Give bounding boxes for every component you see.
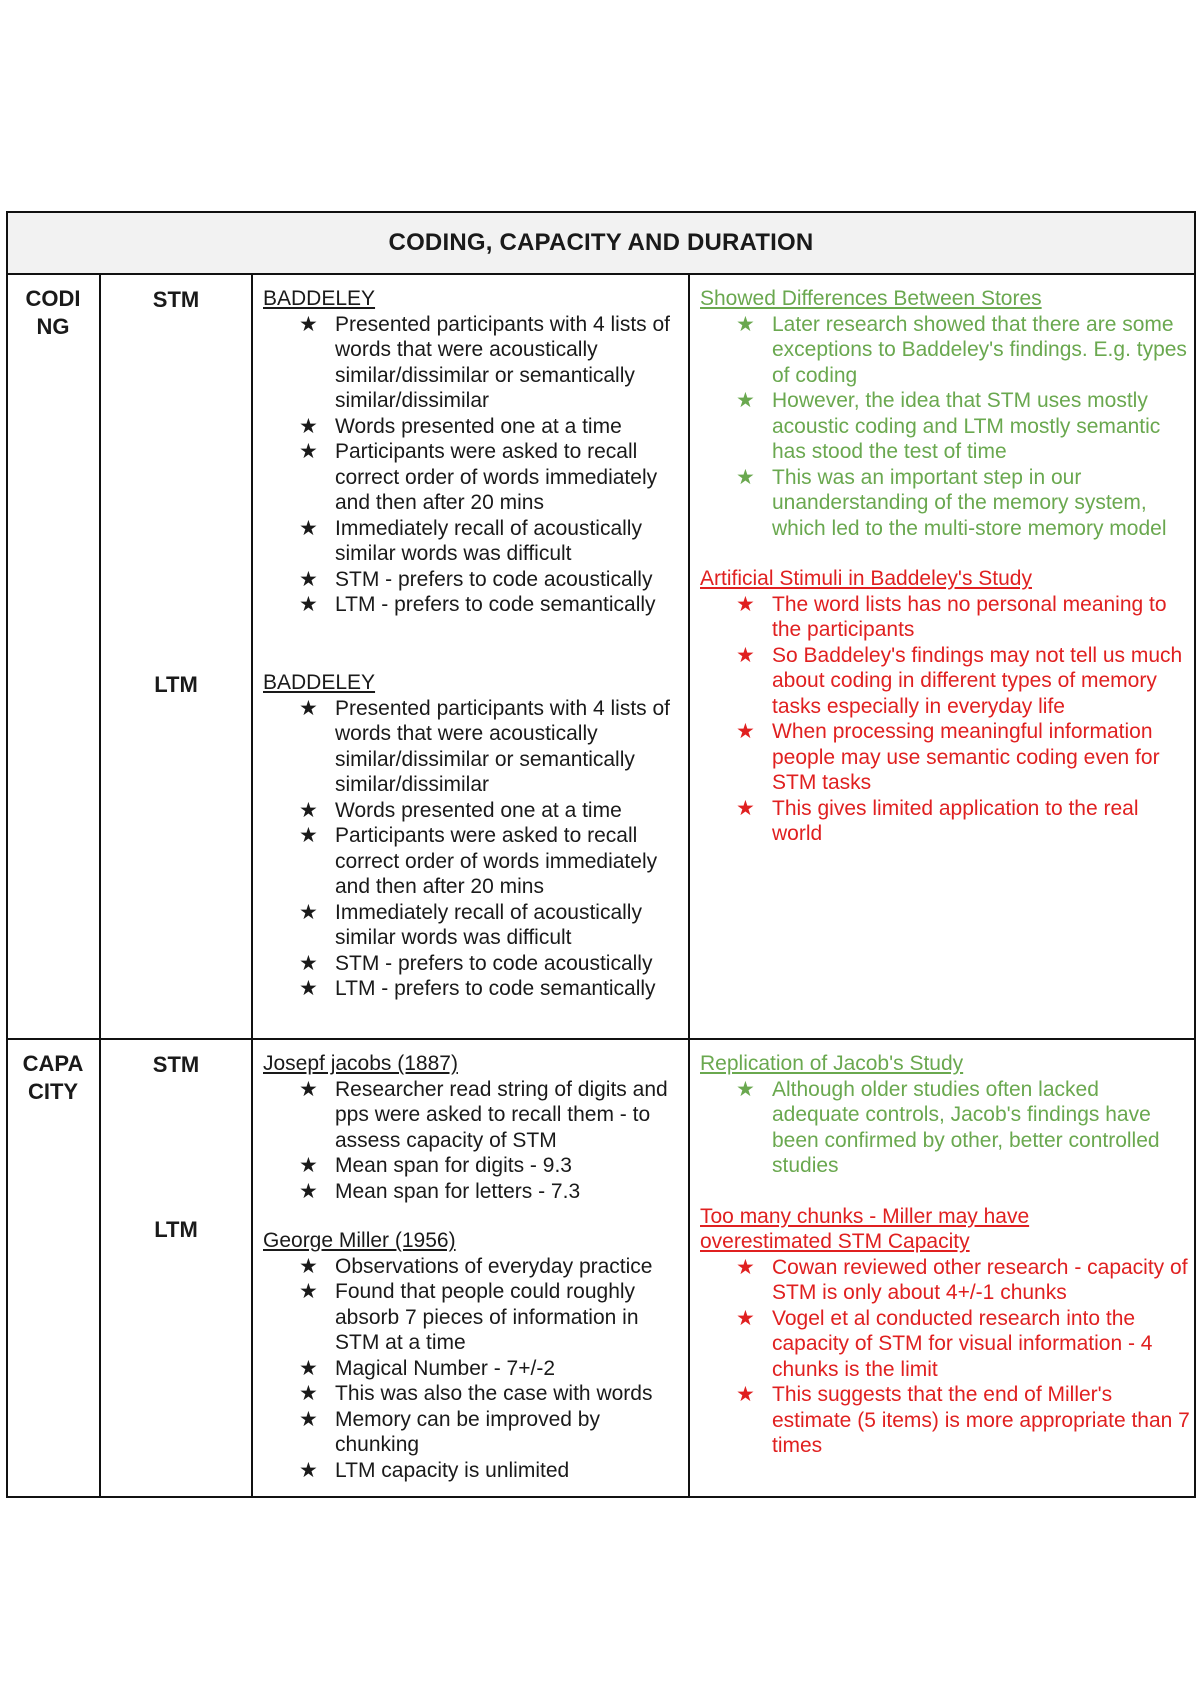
list-item: ★ Although older studies often lacked adequate controls, Jacob's findings have been confirmed by other, better controlled studies <box>736 1077 1160 1177</box>
section-label-coding: CODI NG <box>25 286 81 339</box>
capacity-weakness-block <box>700 1204 1190 1459</box>
list-item: ★ LTM - prefers to code semantically <box>299 593 656 616</box>
star-bullet-icon: ★ <box>299 1407 318 1431</box>
star-bullet-icon: ★ <box>299 1356 318 1380</box>
star-bullet-icon: ★ <box>736 312 755 336</box>
coding-stm-heading: BADDELEY <box>263 287 376 310</box>
capacity-strength-heading: Replication of Jacob's Study <box>700 1052 964 1075</box>
list-item: ★ Observations of everyday practice <box>299 1254 653 1278</box>
notes-table <box>6 211 1196 1498</box>
section-label-capacity: CAPA CITY <box>22 1051 84 1104</box>
star-bullet-icon: ★ <box>736 643 755 667</box>
star-bullet-icon: ★ <box>299 1280 318 1303</box>
coding-stm-list <box>263 312 683 618</box>
list-item: ★ Mean span for letters - 7.3 <box>299 1179 581 1203</box>
coding-weakness-list <box>700 592 1190 847</box>
list-item: ★ This gives limited application to the real world <box>736 796 1139 845</box>
coding-strength-block <box>700 286 1190 541</box>
list-item: ★ LTM capacity is unlimited <box>299 1458 570 1482</box>
list-item: ★ LTM - prefers to code semantically <box>299 977 656 1000</box>
list-item: ★ Mean span for digits - 9.3 <box>299 1154 572 1177</box>
list-item: ★ Participants were asked to recall correct order of words immediately and then after 20 mins <box>299 824 658 898</box>
star-bullet-icon: ★ <box>299 1179 318 1203</box>
star-bullet-icon: ★ <box>736 1255 755 1279</box>
list-item: ★ This suggests that the end of Miller's estimate (5 items) is more appropriate than 7 times <box>736 1383 1190 1457</box>
column-divider <box>688 275 690 1498</box>
star-bullet-icon: ★ <box>299 516 318 540</box>
star-bullet-icon: ★ <box>299 900 318 924</box>
star-bullet-icon: ★ <box>299 567 318 591</box>
list-item: ★ This was also the case with words <box>299 1382 653 1405</box>
coding-evaluation <box>700 286 1190 847</box>
coding-strength-heading: Showed Differences Between Stores <box>700 287 1042 310</box>
list-item: ★ Researcher read string of digits and pps were asked to recall them - to assess capacity of STM <box>299 1077 668 1152</box>
capacity-ltm-list <box>263 1254 683 1484</box>
star-bullet-icon: ★ <box>736 592 755 616</box>
star-bullet-icon: ★ <box>736 389 755 412</box>
list-item: ★ Words presented one at a time <box>299 798 622 822</box>
capacity-stm-ltm-notes <box>263 1051 683 1483</box>
list-item: ★ However, the idea that STM uses mostly acoustic coding and LTM mostly semantic has stood the test of time <box>736 389 1161 463</box>
list-item: ★ Participants were asked to recall correct order of words immediately and then after 20 mins <box>299 440 658 514</box>
star-bullet-icon: ★ <box>299 1382 318 1405</box>
list-item: ★ When processing meaningful information people may use semantic coding even for STM tasks <box>736 720 1160 794</box>
capacity-stm-heading: Josepf jacobs (1887) <box>263 1052 458 1075</box>
star-bullet-icon: ★ <box>299 593 318 616</box>
table-title-row <box>8 213 1194 275</box>
capacity-weakness-heading: Too many chunks - Miller may have overestimated STM Capacity <box>700 1204 1030 1253</box>
list-item: ★ This was an important step in our unanderstanding of the memory system, which led to the multi-store memory model <box>736 465 1167 540</box>
column-divider <box>99 275 101 1498</box>
star-bullet-icon: ★ <box>299 824 318 847</box>
star-bullet-icon: ★ <box>736 1306 755 1330</box>
capacity-evaluation <box>700 1051 1190 1459</box>
star-bullet-icon: ★ <box>299 1458 318 1482</box>
list-item: ★ Vogel et al conducted research into the capacity of STM for visual information - 4 chunks is the limit <box>736 1306 1153 1381</box>
coding-weakness-heading: Artificial Stimuli in Baddeley's Study <box>700 567 1032 590</box>
star-bullet-icon: ★ <box>299 951 318 975</box>
list-item: ★ STM - prefers to code acoustically <box>299 567 653 591</box>
list-item: ★ Later research showed that there are some exceptions to Baddeley's findings. E.g. types of coding <box>736 312 1187 387</box>
list-item: ★ Magical Number - 7+/-2 <box>299 1356 555 1380</box>
capacity-strength-list <box>700 1077 1190 1179</box>
star-bullet-icon: ★ <box>299 1254 318 1278</box>
list-item: ★ Memory can be improved by chunking <box>299 1407 600 1456</box>
list-item: ★ Immediately recall of acoustically similar words was difficult <box>299 516 642 565</box>
capacity-strength-block <box>700 1051 1190 1179</box>
coding-stm-label: STM <box>152 287 200 312</box>
capacity-stm-label: STM <box>152 1052 200 1077</box>
column-divider <box>251 275 253 1498</box>
star-bullet-icon: ★ <box>736 796 755 820</box>
list-item: ★ Words presented one at a time <box>299 414 622 438</box>
star-bullet-icon: ★ <box>299 414 318 438</box>
star-bullet-icon: ★ <box>736 1383 755 1406</box>
list-item: ★ Found that people could roughly absorb 7 pieces of information in STM at a time <box>299 1280 639 1354</box>
coding-ltm-list <box>263 696 683 1002</box>
list-item: ★ The word lists has no personal meaning to the participants <box>736 592 1167 641</box>
star-bullet-icon: ★ <box>299 440 318 463</box>
list-item: ★ STM - prefers to code acoustically <box>299 951 653 975</box>
star-bullet-icon: ★ <box>299 798 318 822</box>
capacity-weakness-list <box>700 1255 1190 1459</box>
capacity-ltm-label: LTM <box>154 1217 198 1242</box>
star-bullet-icon: ★ <box>736 1077 755 1101</box>
coding-ltm-notes <box>263 670 683 1002</box>
coding-weakness-block <box>700 566 1190 847</box>
list-item: ★ So Baddeley's findings may not tell us much about coding in different types of memory tasks especially in everyday life <box>736 643 1183 718</box>
list-item: ★ Immediately recall of acoustically similar words was difficult <box>299 900 642 949</box>
star-bullet-icon: ★ <box>299 977 318 1000</box>
row-divider <box>8 1038 1194 1040</box>
star-bullet-icon: ★ <box>736 720 755 743</box>
capacity-stm-list <box>263 1077 683 1205</box>
star-bullet-icon: ★ <box>736 465 755 489</box>
star-bullet-icon: ★ <box>299 1154 318 1177</box>
star-bullet-icon: ★ <box>299 312 318 336</box>
capacity-ltm-heading: George Miller (1956) <box>263 1229 456 1252</box>
list-item: ★ Presented participants with 4 lists of words that were acoustically similar/dissimilar or semantically similar/dissimilar <box>299 696 670 796</box>
coding-ltm-label: LTM <box>154 672 198 697</box>
list-item: ★ Presented participants with 4 lists of words that were acoustically similar/dissimilar or semantically similar/dissimilar <box>299 312 670 412</box>
coding-stm-notes <box>263 286 683 618</box>
star-bullet-icon: ★ <box>299 1077 318 1101</box>
list-item: ★ Cowan reviewed other research - capacity of STM is only about 4+/-1 chunks <box>736 1255 1188 1304</box>
coding-strength-list <box>700 312 1190 542</box>
coding-ltm-heading: BADDELEY <box>263 671 376 694</box>
star-bullet-icon: ★ <box>299 696 318 720</box>
table-title: CODING, CAPACITY AND DURATION <box>388 229 814 256</box>
